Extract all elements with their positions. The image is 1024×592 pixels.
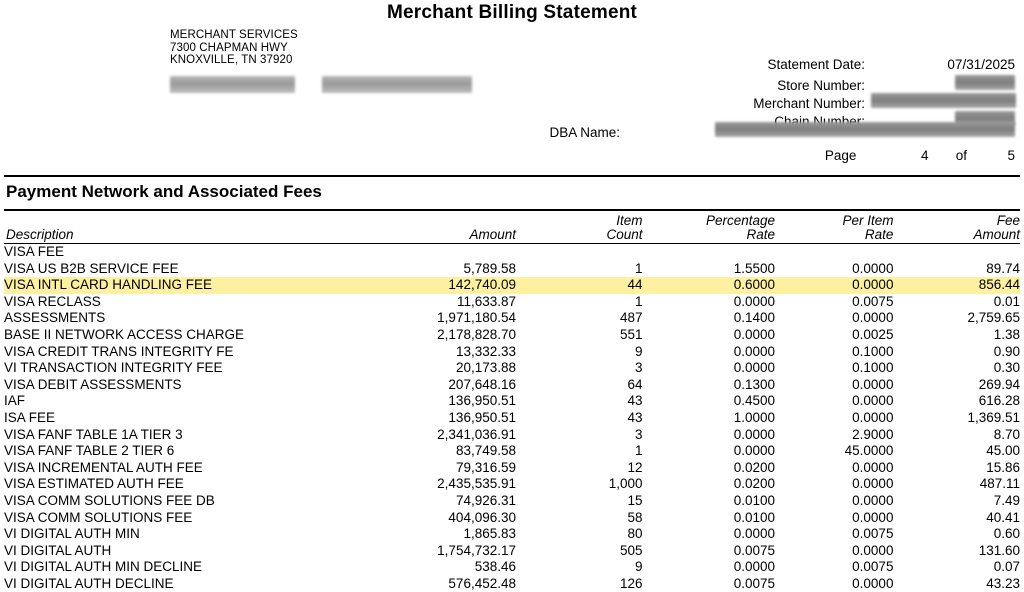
cell-description: VI DIGITAL AUTH MIN [4,526,140,542]
cell-fee-amount: 0.01 [993,293,1020,309]
table-row [4,360,1020,377]
cell-fee-amount: 856.44 [893,277,1020,294]
statement-date-label: Statement Date: [767,57,865,72]
table-row [4,277,1020,294]
cell-fee-amount: 1,369.51 [967,409,1020,425]
cell-description: VI DIGITAL AUTH DECLINE [4,575,174,591]
redacted-store-number [955,75,1015,90]
table-row [4,559,1020,576]
cell-percentage-rate: 0.0200 [733,459,775,475]
redacted-dba-name [715,122,1015,137]
column-header-per-item-rate [775,214,893,244]
store-number-label: Store Number: [777,78,865,93]
cell-percentage-rate: 0.0000 [733,443,775,459]
cell-per-item-rate: 0.0000 [852,476,894,492]
cell-percentage-rate: 0.1400 [733,310,775,326]
cell-fee-amount: 0.60 [993,526,1020,542]
cell-item-count: 58 [627,509,643,525]
column-header-item-count-line1: Item [616,213,643,228]
cell-fee-amount: 43.23 [986,575,1020,591]
cell-percentage-rate: 0.0075 [733,575,775,591]
cell-fee-amount: 0.30 [993,360,1020,376]
cell-percentage-rate: 0.6000 [642,277,775,294]
cell-description: ASSESSMENTS [4,310,106,326]
table-row [4,261,1020,278]
cell-per-item-rate: 2.9000 [852,426,894,442]
cell-amount: 11,633.87 [456,293,516,309]
cell-item-count: 487 [619,310,643,326]
cell-amount: 576,452.48 [448,575,516,591]
cell-per-item-rate: 0.0000 [852,409,894,425]
column-header-percentage-rate-line2: Rate [746,227,775,242]
column-header-percentage-rate [642,214,775,244]
cell-per-item-rate: 0.0000 [852,459,894,475]
cell-per-item-rate: 0.0000 [852,376,894,392]
merchant-address [170,29,298,67]
cell-description: VI DIGITAL AUTH [4,542,112,558]
cell-description: VISA US B2B SERVICE FEE [4,260,179,276]
cell-item-count: 505 [619,542,643,558]
cell-fee-amount: 1.38 [993,326,1020,342]
column-header-item-count-line2: Count [606,227,643,242]
table-row [4,576,1020,592]
cell-description: VISA INTL CARD HANDLING FEE [4,277,343,294]
cell-description: ISA FEE [4,409,56,425]
page-current: 4 [920,148,929,163]
column-header-fee-amount-line1: Fee [996,213,1020,228]
table-header-row [4,214,1020,244]
cell-per-item-rate: 0.0000 [852,310,894,326]
table-row [4,427,1020,444]
cell-fee-amount: 45.00 [986,443,1020,459]
table-row [4,327,1020,344]
cell-item-count: 12 [627,459,643,475]
fees-table-body [4,244,1020,592]
page-total: 5 [1007,148,1016,163]
table-row [4,294,1020,311]
cell-amount: 74,926.31 [455,492,516,508]
section-divider-top [4,175,1020,177]
cell-fee-amount: 131.60 [978,542,1020,558]
table-row [4,410,1020,427]
cell-amount: 207,648.16 [448,376,516,392]
cell-per-item-rate: 0.0000 [852,542,894,558]
cell-percentage-rate: 0.0000 [733,559,775,575]
cell-amount: 404,096.30 [448,509,516,525]
cell-item-count: 15 [627,492,643,508]
cell-fee-amount: 269.94 [978,376,1020,392]
cell-amount: 2,178,828.70 [437,326,516,342]
cell-description: VI TRANSACTION INTEGRITY FEE [4,360,223,376]
dba-name-value [626,122,1015,140]
cell-item-count: 43 [627,393,643,409]
cell-description: VISA INCREMENTAL AUTH FEE [4,459,203,475]
statement-meta [520,57,1015,129]
cell-description: VISA FANF TABLE 1A TIER 3 [4,426,183,442]
redacted-address-extra-2 [322,76,472,93]
cell-fee-amount: 0.90 [993,343,1020,359]
cell-fee-amount: 8.70 [993,426,1020,442]
cell-per-item-rate: 0.1000 [852,343,894,359]
group-label-visa-fee: VISA FEE [4,244,65,259]
cell-amount: 136,950.51 [448,409,516,425]
cell-description: IAF [4,393,26,409]
fees-table [4,214,1020,592]
column-header-fee-amount [893,214,1020,244]
cell-description: BASE II NETWORK ACCESS CHARGE [4,326,245,342]
cell-percentage-rate: 0.0000 [733,526,775,542]
section-divider-bottom [4,209,1020,211]
table-group-row [4,244,1020,261]
cell-per-item-rate: 0.0025 [852,326,894,342]
redacted-address-extra-1 [170,76,295,93]
cell-item-count: 1 [634,443,643,459]
cell-percentage-rate: 0.0100 [733,509,775,525]
cell-item-count: 64 [627,376,643,392]
cell-item-count: 9 [634,559,643,575]
cell-amount: 5,789.58 [463,260,516,276]
cell-fee-amount: 89.74 [986,260,1020,276]
page-of-label: of [955,148,967,163]
merchant-address-line-1: MERCHANT SERVICES [170,29,298,41]
cell-item-count: 3 [634,360,643,376]
cell-percentage-rate: 0.0100 [733,492,775,508]
cell-item-count: 1 [634,260,643,276]
cell-fee-amount: 616.28 [978,393,1020,409]
table-row [4,344,1020,361]
cell-description: VISA COMM SOLUTIONS FEE [4,509,193,525]
merchant-address-line-2: 7300 CHAPMAN HWY [170,41,288,54]
cell-amount: 1,865.83 [463,526,516,542]
cell-description: VISA COMM SOLUTIONS FEE DB [4,492,215,508]
cell-amount: 1,754,732.17 [437,542,516,558]
cell-item-count: 44 [516,277,642,294]
cell-per-item-rate: 0.0000 [852,509,894,525]
redacted-merchant-number [871,93,1016,108]
cell-item-count: 551 [619,326,643,342]
table-row [4,510,1020,527]
cell-item-count: 43 [627,409,643,425]
cell-amount: 2,341,036.91 [437,426,516,442]
table-row [4,393,1020,410]
cell-item-count: 126 [619,575,643,591]
meta-row-merchant-number [520,93,1015,110]
store-number-value [871,75,1015,93]
statement-date-value: 07/31/2025 [947,57,1015,72]
column-header-fee-amount-line2: Amount [973,227,1020,242]
cell-amount: 79,316.59 [455,459,516,475]
table-row [4,443,1020,460]
cell-percentage-rate: 0.0000 [733,326,775,342]
cell-per-item-rate: 0.0000 [852,260,894,276]
merchant-address-line-3: KNOXVILLE, TN 37920 [170,54,293,66]
cell-fee-amount: 7.49 [993,492,1020,508]
cell-description: VISA RECLASS [4,293,101,309]
cell-percentage-rate: 1.0000 [733,409,775,425]
cell-percentage-rate: 0.0200 [733,476,775,492]
cell-item-count: 3 [634,426,643,442]
page-label: Page [824,148,857,163]
table-row [4,493,1020,510]
cell-percentage-rate: 0.0000 [733,360,775,376]
page-title: Merchant Billing Statement [386,2,638,23]
cell-fee-amount: 487.11 [979,476,1020,492]
cell-description: VI DIGITAL AUTH MIN DECLINE [4,559,203,575]
cell-per-item-rate: 0.0000 [852,575,894,591]
cell-per-item-rate: 0.1000 [852,360,894,376]
table-row [4,310,1020,327]
cell-per-item-rate: 45.0000 [844,443,894,459]
cell-percentage-rate: 1.5500 [733,260,775,276]
cell-per-item-rate: 0.0075 [852,559,894,575]
table-row [4,543,1020,560]
meta-row-statement-date [520,57,1015,74]
page-indicator [520,148,1015,163]
column-header-per-item-rate-line2: Rate [864,227,894,242]
section-heading: Payment Network and Associated Fees [6,182,322,201]
merchant-number-value [871,93,1015,111]
cell-description: VISA CREDIT TRANS INTEGRITY FE [4,343,234,359]
table-row [4,460,1020,477]
cell-description: VISA ESTIMATED AUTH FEE [4,476,184,492]
table-row [4,526,1020,543]
cell-percentage-rate: 0.0000 [733,343,775,359]
cell-description: VISA DEBIT ASSESSMENTS [4,376,182,392]
merchant-number-label: Merchant Number: [753,96,865,111]
cell-fee-amount: 15.86 [986,459,1020,475]
cell-per-item-rate: 0.0000 [775,277,893,294]
meta-row-dba-name [520,122,1015,139]
cell-amount: 20,173.88 [455,360,516,376]
cell-item-count: 9 [634,343,643,359]
cell-fee-amount: 2,759.65 [967,310,1020,326]
cell-item-count: 1,000 [608,476,643,492]
cell-per-item-rate: 0.0000 [852,492,894,508]
column-header-description: Description [6,227,74,242]
cell-item-count: 1 [634,293,643,309]
dba-name-label: DBA Name: [549,125,620,140]
cell-fee-amount: 40.41 [986,509,1020,525]
column-header-item-count [516,214,642,244]
cell-fee-amount: 0.07 [993,559,1020,575]
cell-amount: 83,749.58 [455,443,516,459]
cell-amount: 136,950.51 [448,393,516,409]
meta-row-store-number [520,75,1015,92]
cell-amount: 1,971,180.54 [437,310,516,326]
cell-percentage-rate: 0.0075 [733,542,775,558]
cell-per-item-rate: 0.0075 [852,526,894,542]
cell-amount: 538.46 [474,559,516,575]
cell-amount: 13,332.33 [455,343,516,359]
table-row [4,377,1020,394]
cell-percentage-rate: 0.0000 [733,293,775,309]
cell-percentage-rate: 0.0000 [733,426,775,442]
dba-block [520,122,1015,140]
cell-description: VISA FANF TABLE 2 TIER 6 [4,443,175,459]
column-header-percentage-rate-line1: Percentage [705,213,775,228]
cell-percentage-rate: 0.1300 [733,376,775,392]
cell-item-count: 80 [627,526,643,542]
cell-per-item-rate: 0.0075 [852,293,894,309]
cell-percentage-rate: 0.4500 [733,393,775,409]
column-header-amount: Amount [469,227,516,242]
cell-amount: 2,435,535.91 [437,476,516,492]
cell-per-item-rate: 0.0000 [852,393,894,409]
table-row [4,476,1020,493]
column-header-per-item-rate-line1: Per Item [842,213,894,228]
cell-amount: 142,740.09 [343,277,516,294]
